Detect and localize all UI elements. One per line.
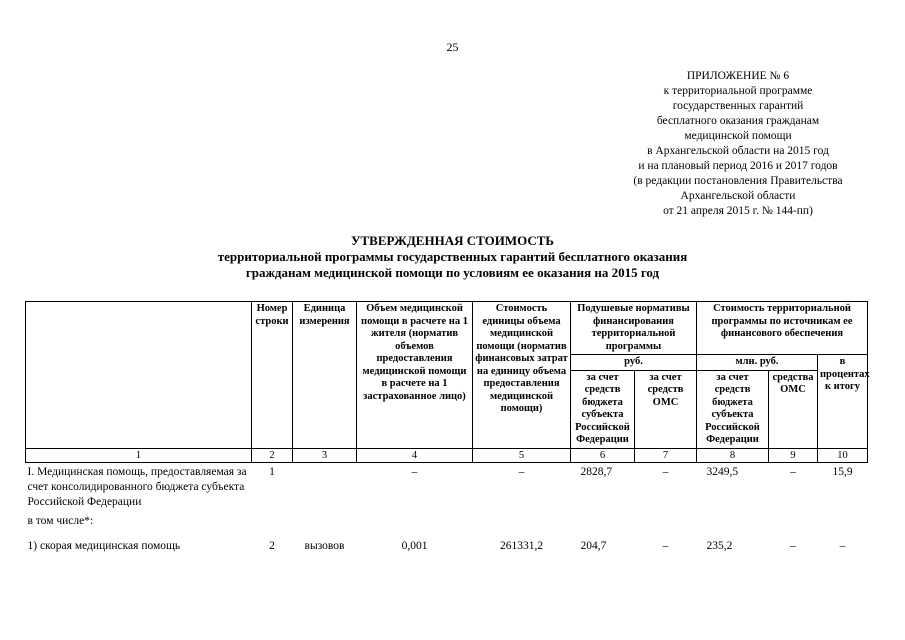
header-budget-rf: за счет средств бюджета субъекта Российской Федерации bbox=[571, 370, 635, 448]
row-number: 1 bbox=[269, 465, 275, 478]
row-volume: 0,001 bbox=[401, 539, 428, 552]
header-mln-rub: млн. руб. bbox=[697, 355, 818, 371]
row-oms-rub: – bbox=[662, 539, 669, 552]
col-number: 1 bbox=[26, 448, 252, 462]
title-line-1: УТВЕРЖДЕННАЯ СТОИМОСТЬ bbox=[350, 233, 555, 248]
row-cost: 261331,2 bbox=[499, 539, 544, 552]
appendix-line: бесплатного оказания гражданам bbox=[656, 115, 820, 127]
row-unit bbox=[293, 512, 357, 531]
row-oms-mln: – bbox=[790, 539, 796, 552]
col-number: 10 bbox=[818, 448, 868, 462]
appendix-line: и на плановый период 2016 и 2017 годов bbox=[638, 160, 838, 172]
page-number: 25 bbox=[446, 40, 459, 54]
row-budget-mln: 235,2 bbox=[706, 539, 733, 552]
col-number: 7 bbox=[635, 448, 697, 462]
row-oms-rub: – bbox=[662, 465, 669, 478]
appendix-line: (в редакции постановления Правительства bbox=[633, 175, 843, 187]
row-volume: – bbox=[411, 465, 418, 478]
table-row bbox=[26, 462, 868, 512]
row-number bbox=[252, 512, 293, 531]
row-name: в том числе*: bbox=[27, 514, 94, 527]
header-percent: в процентах к итогу bbox=[818, 355, 868, 449]
header-volume: Объем медицинской помощи в расчете на 1 жителя (норматив объемов предоставления медицинской помощи в расчете на 1 застрахованное лицо) bbox=[357, 302, 473, 449]
row-oms-mln: – bbox=[790, 465, 796, 478]
row-name: I. Медицинская помощь, предоставляемая за счет консолидированного бюджета субъекта Российской Федерации bbox=[27, 465, 247, 508]
col-number: 4 bbox=[357, 448, 473, 462]
row-unit bbox=[293, 462, 357, 512]
table-row bbox=[26, 512, 868, 531]
row-budget-rub: 2828,7 bbox=[580, 465, 613, 478]
title-line-3: гражданам медицинской помощи по условиям ее оказания на 2015 год bbox=[245, 265, 660, 280]
col-number: 9 bbox=[769, 448, 818, 462]
document-title bbox=[0, 233, 905, 281]
appendix-line: в Архангельской области на 2015 год bbox=[647, 145, 829, 157]
header-cost: Стоимость единицы объема медицинской помощи (норматив финансовых затрат на единицу объема предоставления медицинской помощи) bbox=[473, 302, 571, 449]
header-per-capita: Подушевые нормативы финансирования территориальной программы bbox=[571, 302, 697, 355]
appendix-line: государственных гарантий bbox=[672, 100, 804, 112]
row-budget-rub: 204,7 bbox=[580, 539, 607, 552]
header-name bbox=[26, 302, 252, 449]
row-unit: вызовов bbox=[304, 539, 345, 552]
row-cost bbox=[473, 512, 571, 531]
appendix-line: Архангельской области bbox=[680, 190, 796, 202]
appendix-header bbox=[612, 69, 864, 219]
table-row bbox=[26, 537, 868, 556]
header-row-number: Номер строки bbox=[252, 302, 293, 449]
row-budget-mln bbox=[697, 512, 769, 531]
col-number: 5 bbox=[473, 448, 571, 462]
header-oms-2: средства ОМС bbox=[769, 370, 818, 448]
row-number: 2 bbox=[269, 539, 275, 552]
row-name: 1) скорая медицинская помощь bbox=[27, 539, 181, 552]
header-total-cost: Стоимость территориальной программы по источникам ее финансового обеспечения bbox=[697, 302, 868, 355]
appendix-line: от 21 апреля 2015 г. № 144-пп) bbox=[663, 205, 813, 217]
row-oms-mln bbox=[769, 512, 818, 531]
row-budget-rub bbox=[571, 512, 635, 531]
appendix-line: ПРИЛОЖЕНИЕ № 6 bbox=[686, 70, 790, 82]
row-percent: – bbox=[839, 539, 846, 552]
header-rub: руб. bbox=[571, 355, 697, 371]
header-budget-rf-2: за счет средств бюджета субъекта Российской Федерации bbox=[697, 370, 769, 448]
row-percent bbox=[818, 512, 868, 531]
row-oms-rub bbox=[635, 512, 697, 531]
title-line-2: территориальной программы государственных гарантий бесплатного оказания bbox=[217, 249, 688, 264]
row-volume bbox=[357, 512, 473, 531]
header-unit: Единица измерения bbox=[293, 302, 357, 449]
row-cost: – bbox=[518, 465, 525, 478]
header-oms: за счет средств ОМС bbox=[635, 370, 697, 448]
cost-table bbox=[25, 301, 868, 556]
col-number: 2 bbox=[252, 448, 293, 462]
row-percent: 15,9 bbox=[832, 465, 853, 478]
appendix-line: к территориальной программе bbox=[663, 85, 813, 97]
col-number: 8 bbox=[697, 448, 769, 462]
col-number: 3 bbox=[293, 448, 357, 462]
appendix-line: медицинской помощи bbox=[684, 130, 792, 142]
row-budget-mln: 3249,5 bbox=[706, 465, 739, 478]
col-number: 6 bbox=[571, 448, 635, 462]
